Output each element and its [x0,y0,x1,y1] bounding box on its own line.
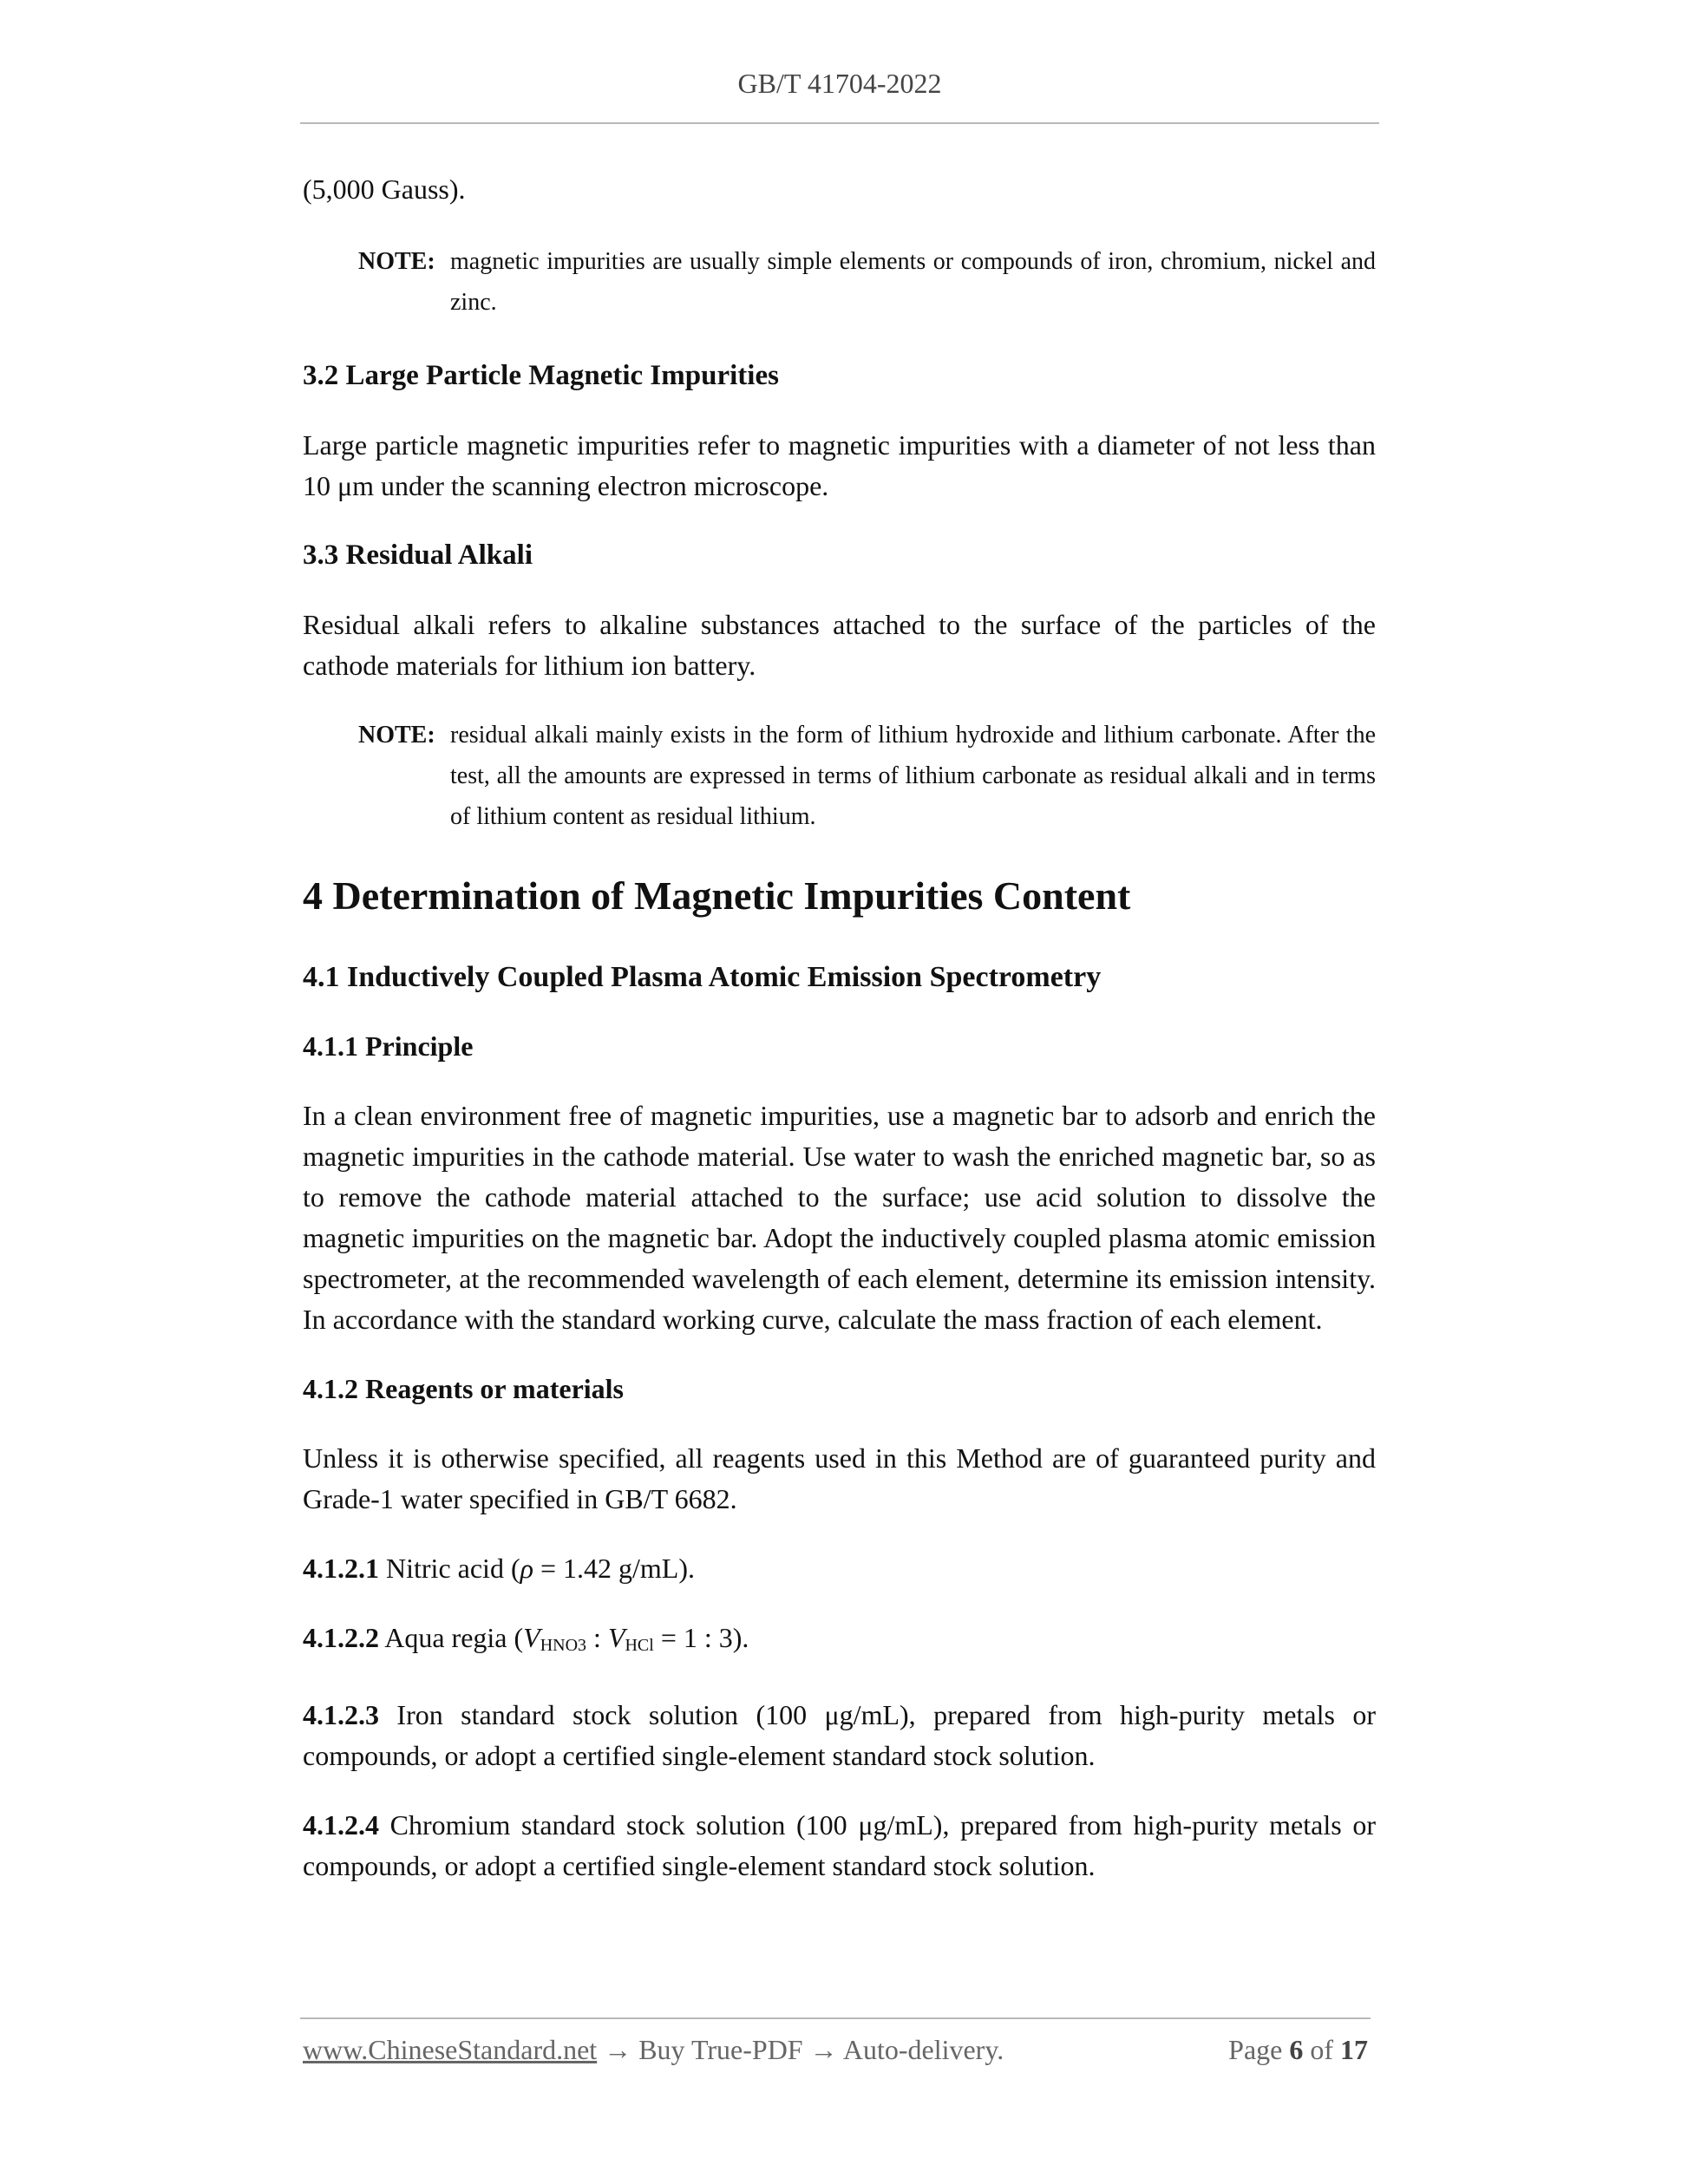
section-body-3-3: Residual alkali refers to alkaline substances attached to the surface of the particles of the cathode materials for lithium ion battery. [303,609,1376,681]
section-body-3-2: Large particle magnetic impurities refer to magnetic impurities with a diameter of not less than 10 μm under the scanning electron microscope. [303,429,1376,501]
subscript-hcl: HCl [625,1636,654,1655]
clause-text-after: = 1.42 g/mL). [533,1553,695,1584]
clause-4-1-2-2 [303,1618,1376,1666]
page-indicator [1228,2034,1368,2066]
section-heading-4-1: 4.1 Inductively Coupled Plasma Atomic Emission Spectrometry [303,961,1102,993]
note-label: NOTE: [358,248,435,275]
note-label: NOTE: [358,722,435,749]
section-heading-4-1-2: 4.1.2 Reagents or materials [303,1373,624,1404]
note-text: magnetic impurities are usually simple elements or compounds of iron, chromium, nickel and zinc. [450,248,1376,316]
promo-text: → Buy True-PDF → Auto-delivery. [597,2034,1004,2065]
volume-symbol: V [523,1622,540,1653]
clause-number: 4.1.2.4 [303,1809,379,1841]
page-footer [303,2034,1368,2076]
footer-divider [300,2017,1371,2019]
total-pages: 17 [1340,2034,1368,2065]
page-content [303,169,1376,1915]
subscript-hno3: HNO3 [540,1636,587,1655]
note-text: residual alkali mainly exists in the form of lithium hydroxide and lithium carbonate. After the test, all the amounts are expressed in terms of lithium carbonate as residual alkali and in terms of lithium content as residual lithium. [450,722,1376,830]
clause-text: Iron standard stock solution (100 μg/mL), prepared from high-purity metals or compounds, or adopt a certified single-element standard stock solution. [303,1699,1377,1771]
clause-number: 4.1.2.2 [303,1622,379,1653]
clause-text: Chromium standard stock solution (100 μg/mL), prepared from high-purity metals or compounds, or adopt a certified single-element standard stock solution. [303,1809,1377,1881]
continued-text: (5,000 Gauss). [303,173,466,205]
clause-4-1-2-4 [303,1805,1376,1886]
clause-4-1-2-3 [303,1695,1376,1776]
section-heading-3-3: 3.3 Residual Alkali [303,539,533,571]
page-label: Page [1228,2034,1283,2065]
note-magnetic-impurities [303,241,1376,323]
footer-promo [303,2034,1004,2066]
header-divider [300,122,1379,124]
clause-text-before: Aqua regia ( [384,1622,524,1653]
section-heading-4-1-1: 4.1.1 Principle [303,1030,474,1062]
of-label: of [1310,2034,1333,2065]
clause-text-after: = 1 : 3). [653,1622,749,1653]
chapter-heading-4: 4 Determination of Magnetic Impurities Content [303,873,1131,918]
section-body-4-1-2: Unless it is otherwise specified, all reagents used in this Method are of guaranteed purity and Grade-1 water specified in GB/T 6682. [303,1442,1376,1514]
clause-number: 4.1.2.3 [303,1699,379,1730]
section-body-4-1-1: In a clean environment free of magnetic impurities, use a magnetic bar to adsorb and enrich the magnetic impurities in the cathode material. Use water to wash the enriched magnetic bar, so as to remove the cathode material attached to the surface; use acid solution to dissolve the magnetic impurities on the magnetic bar. Adopt the inductively coupled plasma atomic emission spectrometer, at the recommended wavelength of each element, determine its emission intensity. In accordance with the standard working curve, calculate the mass fraction of each element. [303,1100,1376,1335]
ratio-separator: : [586,1622,608,1653]
clause-4-1-2-1 [303,1548,1376,1589]
volume-symbol: V [607,1622,625,1653]
page-header: GB/T 41704-2022 [737,68,942,99]
page-number: 6 [1289,2034,1304,2065]
density-symbol: ρ [520,1553,533,1584]
clause-text-before: Nitric acid ( [386,1553,520,1584]
site-link[interactable]: www.ChineseStandard.net [303,2034,598,2065]
clause-number: 4.1.2.1 [303,1553,379,1584]
section-heading-3-2: 3.2 Large Particle Magnetic Impurities [303,360,779,391]
note-residual-alkali [303,715,1376,837]
